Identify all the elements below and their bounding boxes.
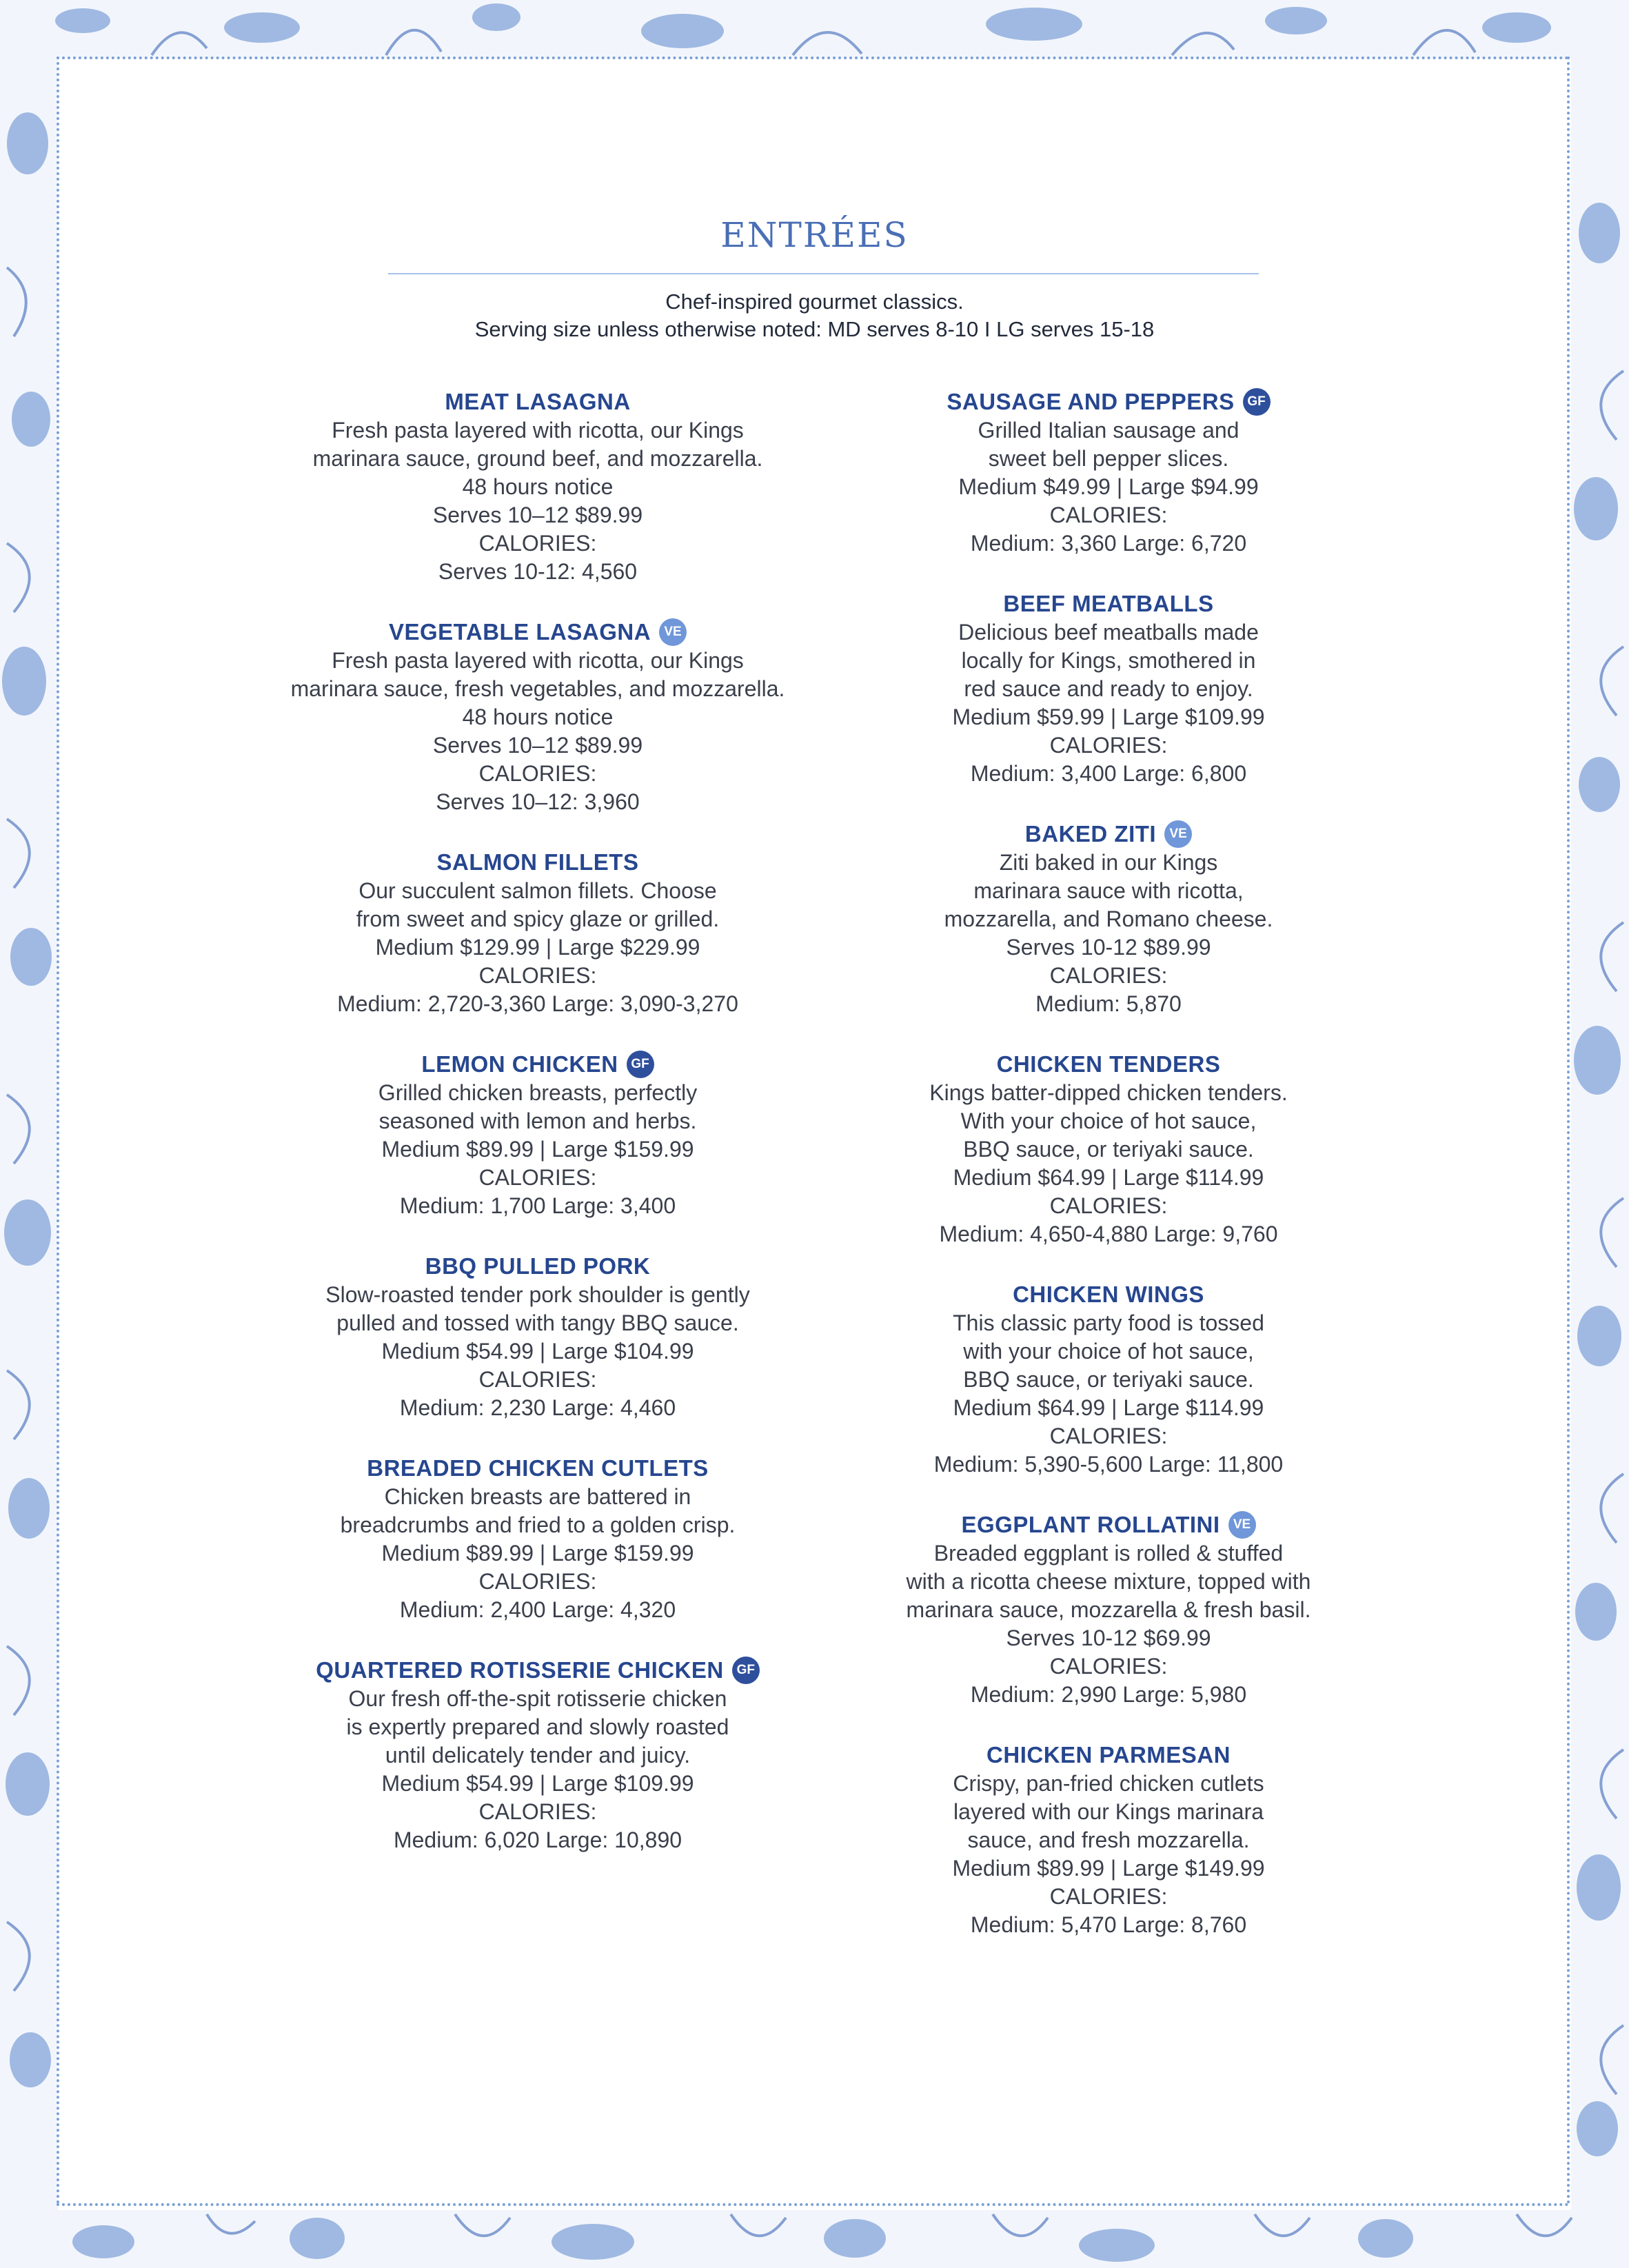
menu-item — [771, 1741, 1446, 1939]
menu-item-detail-line: Medium: 6,020 Large: 10,890 — [393, 1827, 682, 1852]
menu-item-detail-line: BBQ sauce, or teriyaki sauce. — [963, 1137, 1254, 1162]
seafood-illustration-pattern — [1568, 61, 1629, 2207]
menu-item-detail-line: pulled and tossed with tangy BBQ sauce. — [336, 1310, 739, 1335]
menu-item-detail-line: Medium: 3,400 Large: 6,800 — [970, 761, 1247, 786]
menu-item-name — [437, 848, 639, 877]
menu-item-detail-line: from sweet and spicy glaze or grilled. — [356, 907, 720, 931]
seafood-illustration-pattern — [0, 2207, 1629, 2268]
decorative-border-bottom — [0, 2207, 1629, 2268]
menu-item-name-text: LEMON CHICKEN — [421, 1051, 618, 1077]
menu-item-name — [421, 1050, 654, 1079]
menu-item-name-text: CHICKEN WINGS — [1013, 1282, 1204, 1307]
menu-item-name-text: SAUSAGE AND PEPPERS — [947, 389, 1235, 414]
menu-item-detail-line: CALORIES: — [478, 761, 597, 786]
gluten-free-badge-icon: GF — [1243, 388, 1271, 416]
menu-item-detail-line: Medium: 3,360 Large: 6,720 — [970, 531, 1247, 556]
menu-item-name — [1003, 589, 1213, 618]
menu-item — [771, 1510, 1446, 1709]
vegetarian-badge-icon: VE — [1228, 1511, 1256, 1539]
menu-item-detail-line: marinara sauce, ground beef, and mozzarella. — [312, 446, 763, 471]
menu-item-detail-line: Fresh pasta layered with ricotta, our Kings — [332, 418, 744, 443]
menu-item-name — [986, 1741, 1231, 1770]
menu-item-name-text: CHICKEN TENDERS — [996, 1051, 1221, 1077]
subtitle-line-1: Chef-inspired gourmet classics. — [665, 290, 964, 314]
menu-item-detail-line: With your choice of hot sauce, — [960, 1108, 1257, 1133]
menu-item-detail-line: Breaded eggplant is rolled & stuffed — [933, 1541, 1284, 1566]
menu-item-detail-line: CALORIES: — [478, 1367, 597, 1392]
menu-item-name — [947, 387, 1270, 416]
menu-column-right — [771, 387, 1446, 1971]
gluten-free-badge-icon: GF — [627, 1051, 654, 1078]
decorative-border-left — [0, 61, 61, 2207]
menu-item-detail-line: mozzarella, and Romano cheese. — [944, 907, 1273, 931]
menu-item-detail-line: Chicken breasts are battered in — [384, 1484, 691, 1509]
menu-item-name-text: BEEF MEATBALLS — [1003, 591, 1214, 616]
menu-item-detail-line: CALORIES: — [1049, 1424, 1168, 1448]
menu-item-detail-line: CALORIES: — [1049, 1193, 1168, 1218]
seafood-illustration-pattern — [0, 61, 61, 2207]
menu-item — [771, 820, 1446, 1018]
menu-item-detail-line: Medium $64.99 | Large $114.99 — [953, 1395, 1264, 1420]
menu-item-detail-line: Medium $49.99 | Large $94.99 — [958, 474, 1259, 499]
menu-item-detail-line: CALORIES: — [478, 1165, 597, 1190]
menu-item-detail-line: Medium $64.99 | Large $114.99 — [953, 1165, 1264, 1190]
menu-item-detail-line: seasoned with lemon and herbs. — [378, 1108, 697, 1133]
menu-item-detail-line: Crispy, pan-fried chicken cutlets — [953, 1771, 1264, 1796]
menu-item-detail-line: until delicately tender and juicy. — [385, 1743, 691, 1768]
menu-item-detail-line: Serves 10–12 $89.99 — [432, 503, 643, 527]
menu-item-detail-line: CALORIES: — [1049, 503, 1168, 527]
menu-item-detail-line: Medium: 4,650-4,880 Large: 9,760 — [939, 1222, 1278, 1246]
menu-item-name-text: BAKED ZITI — [1024, 821, 1157, 847]
menu-item-detail-line: Medium: 2,990 Large: 5,980 — [970, 1682, 1247, 1707]
menu-item-detail-line: Kings batter-dipped chicken tenders. — [929, 1080, 1288, 1105]
menu-item — [771, 589, 1446, 788]
subtitle-line-2: Serving size unless otherwise noted: MD serves 8-10 I LG serves 15-18 — [474, 317, 1155, 341]
menu-item-detail-line: with your choice of hot sauce, — [963, 1339, 1254, 1364]
menu-item-detail-line: CALORIES: — [1049, 1884, 1168, 1909]
menu-item-name-text: EGGPLANT ROLLATINI — [961, 1512, 1220, 1537]
menu-item-detail-line: Medium: 5,390-5,600 Large: 11,800 — [933, 1452, 1284, 1477]
menu-item-detail-line: locally for Kings, smothered in — [961, 648, 1256, 673]
menu-item-name-text: CHICKEN PARMESAN — [986, 1742, 1231, 1768]
menu-item-detail-line: CALORIES: — [478, 963, 597, 988]
menu-item-detail-line: Serves 10-12 $89.99 — [1006, 935, 1211, 960]
vegetarian-badge-icon: VE — [659, 618, 687, 646]
vegetarian-badge-icon: VE — [1164, 820, 1192, 848]
decorative-border-top — [0, 0, 1629, 61]
menu-item-detail-line: CALORIES: — [1049, 733, 1168, 758]
menu-item-detail-line: Fresh pasta layered with ricotta, our Kings — [332, 648, 744, 673]
menu-item-name — [1025, 820, 1192, 849]
menu-item-name — [367, 1454, 709, 1483]
menu-item-detail-line: Serves 10–12: 3,960 — [436, 789, 640, 814]
menu-item-detail-line: This classic party food is tossed — [953, 1310, 1264, 1335]
menu-item-detail-line: Serves 10–12 $89.99 — [432, 733, 643, 758]
menu-item-detail-line: Medium $129.99 | Large $229.99 — [375, 935, 700, 960]
menu-item-detail-line: Serves 10-12: 4,560 — [438, 559, 638, 584]
decorative-border-right — [1568, 61, 1629, 2207]
menu-item-detail-line: Medium $89.99 | Large $159.99 — [381, 1137, 694, 1162]
menu-item-detail-line: Medium: 2,400 Large: 4,320 — [399, 1597, 676, 1622]
menu-item-name-text: BREADED CHICKEN CUTLETS — [367, 1455, 709, 1481]
menu-item-detail-line: marinara sauce, fresh vegetables, and mozzarella. — [290, 676, 785, 701]
menu-item-detail-line: Medium $89.99 | Large $159.99 — [381, 1541, 694, 1566]
menu-item-detail-line: Medium: 1,700 Large: 3,400 — [399, 1193, 676, 1218]
menu-item-detail-line: CALORIES: — [478, 531, 597, 556]
menu-item-detail-line: Our fresh off-the-spit rotisserie chicken — [348, 1686, 727, 1711]
menu-item-detail-line: CALORIES: — [1049, 963, 1168, 988]
menu-item-name-text: QUARTERED ROTISSERIE CHICKEN — [316, 1657, 724, 1683]
menu-item-detail-line: Grilled Italian sausage and — [978, 418, 1240, 443]
menu-item-detail-line: Our succulent salmon fillets. Choose — [358, 878, 717, 903]
menu-item-detail-line: is expertly prepared and slowly roasted — [346, 1714, 729, 1739]
menu-item-detail-line: CALORIES: — [478, 1569, 597, 1594]
menu-item-detail-line: Grilled chicken breasts, perfectly — [378, 1080, 698, 1105]
page-title: ENTRÉES — [720, 215, 909, 255]
menu-item-detail-line: layered with our Kings marinara — [953, 1799, 1264, 1824]
menu-item-name — [389, 618, 687, 647]
menu-item-name — [316, 1656, 760, 1685]
menu-item-name — [445, 387, 630, 416]
menu-item-detail-line: Medium $54.99 | Large $104.99 — [381, 1339, 694, 1364]
menu-item-detail-line: 48 hours notice — [462, 474, 614, 499]
menu-item-detail-line: Medium $54.99 | Large $109.99 — [381, 1771, 694, 1796]
menu-item-detail-line: BBQ sauce, or teriyaki sauce. — [963, 1367, 1254, 1392]
menu-item-detail-line: red sauce and ready to enjoy. — [964, 676, 1253, 701]
menu-item-detail-line: Slow-roasted tender pork shoulder is gently — [325, 1282, 750, 1307]
menu-item-detail-line: marinara sauce, mozzarella & fresh basil. — [906, 1597, 1311, 1622]
menu-item-detail-line: Serves 10-12 $69.99 — [1006, 1626, 1211, 1650]
gluten-free-badge-icon: GF — [732, 1657, 760, 1684]
menu-item — [771, 1050, 1446, 1248]
menu-item-detail-line: sauce, and fresh mozzarella. — [967, 1827, 1250, 1852]
menu-item — [771, 387, 1446, 558]
title-divider — [388, 273, 1259, 274]
menu-item-name-text: BBQ PULLED PORK — [425, 1253, 651, 1279]
menu-item-detail-line: Medium $89.99 | Large $149.99 — [952, 1856, 1265, 1881]
menu-item-name — [997, 1050, 1221, 1079]
seafood-illustration-pattern — [0, 0, 1629, 61]
menu-item-name — [425, 1252, 651, 1281]
menu-item-detail-line: Medium: 2,720-3,360 Large: 3,090-3,270 — [337, 991, 738, 1016]
menu-item-name-text: MEAT LASAGNA — [445, 389, 631, 414]
menu-item-detail-line: Medium $59.99 | Large $109.99 — [952, 705, 1265, 729]
menu-item — [771, 1280, 1446, 1479]
menu-item-detail-line: Medium: 2,230 Large: 4,460 — [399, 1395, 676, 1420]
menu-item-detail-line: Medium: 5,470 Large: 8,760 — [970, 1912, 1247, 1937]
menu-item-detail-line: breadcrumbs and fried to a golden crisp. — [340, 1512, 736, 1537]
menu-item-detail-line: Delicious beef meatballs made — [958, 620, 1259, 645]
menu-item-detail-line: 48 hours notice — [462, 705, 614, 729]
menu-item-detail-line: Ziti baked in our Kings — [999, 850, 1218, 875]
menu-item-detail-line: sweet bell pepper slices. — [988, 446, 1229, 471]
menu-item-name-text: VEGETABLE LASAGNA — [388, 619, 651, 645]
menu-item-detail-line: marinara sauce with ricotta, — [973, 878, 1244, 903]
menu-item-name-text: SALMON FILLETS — [436, 849, 639, 875]
menu-item-name — [961, 1510, 1255, 1539]
menu-item-detail-line: CALORIES: — [478, 1799, 597, 1824]
menu-item-name — [1013, 1280, 1204, 1309]
menu-item-detail-line: CALORIES: — [1049, 1654, 1168, 1679]
menu-item-detail-line: with a ricotta cheese mixture, topped with — [906, 1569, 1311, 1594]
menu-item-detail-line: Medium: 5,870 — [1035, 991, 1182, 1016]
